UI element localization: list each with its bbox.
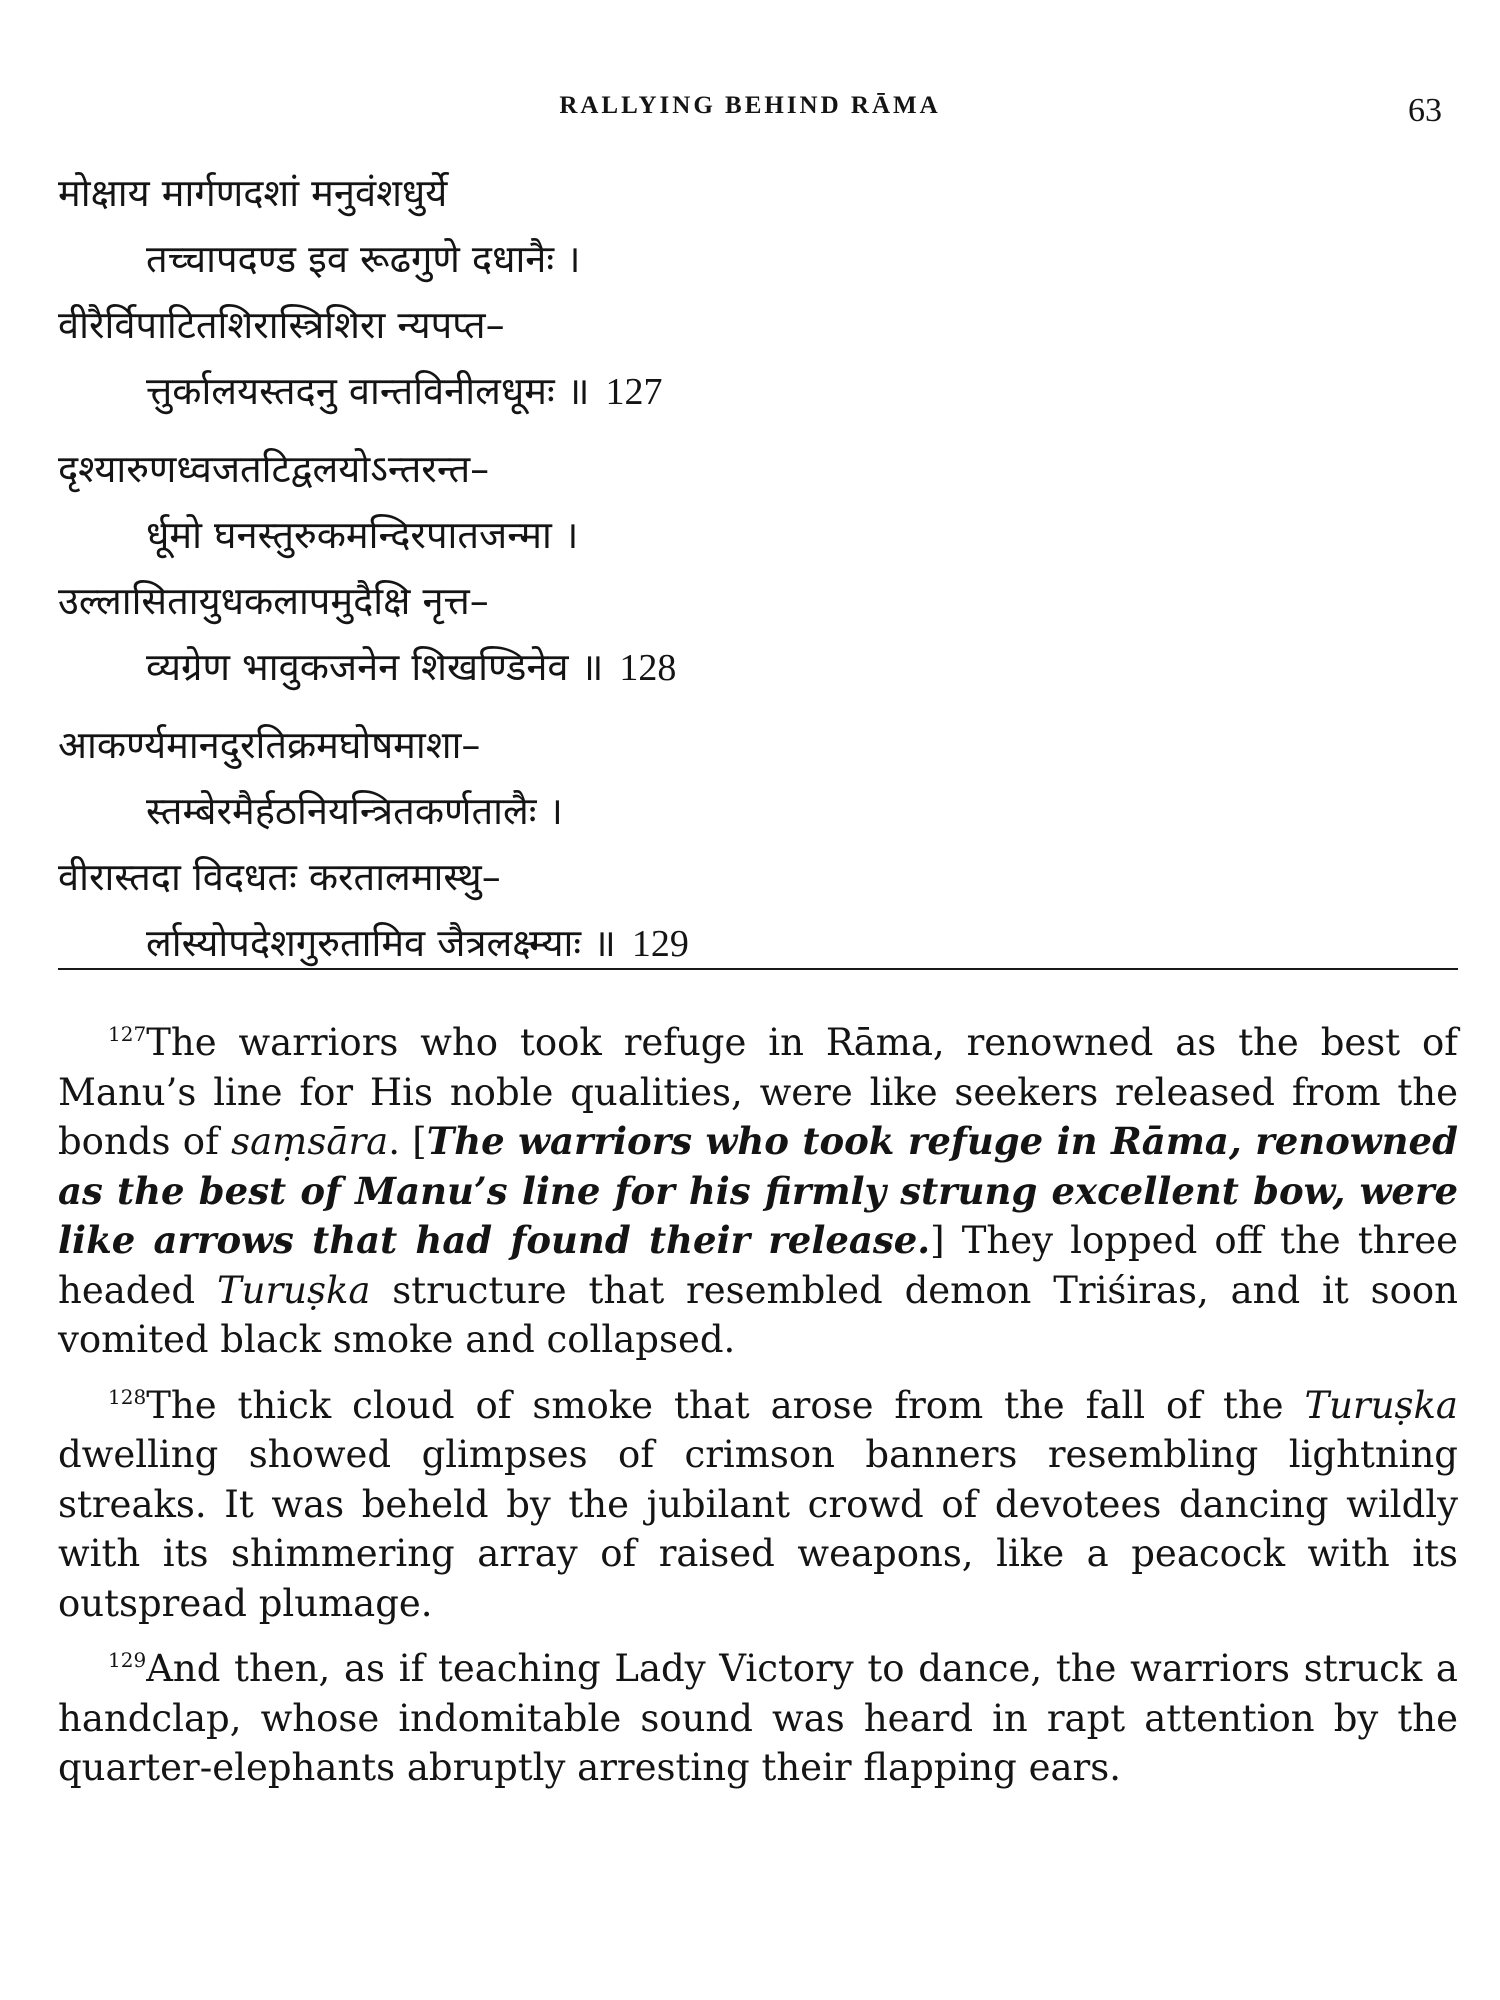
- verse-127: [58, 160, 1458, 424]
- note-129: [58, 1644, 1458, 1793]
- alternate-reading: The warriors who took refuge in Rāma, renowned as the best of Manu’s line for his firmly strung excellent bow, were like arrows that had found their release.: [58, 1119, 1458, 1262]
- verse-line-text: व्यग्रेण भावुकजनेन शिखण्डिनेव ॥: [146, 645, 604, 689]
- page-number: 63: [1408, 92, 1442, 129]
- note-number: 129: [108, 1648, 147, 1672]
- verse-line-last: [58, 358, 1458, 424]
- translation-notes: [58, 1018, 1458, 1809]
- verse-number: 129: [631, 923, 689, 965]
- verse-line-last: [58, 634, 1458, 700]
- verse-line-text: र्लास्योपदेशगुरुतामिव जैत्रलक्ष्म्याः ॥: [146, 921, 616, 965]
- section-divider: [58, 968, 1458, 970]
- italic-term: Turuṣka: [216, 1268, 371, 1312]
- verse-line: वीरैर्विपाटितशिरास्त्रिशिरा न्यपप्त–: [58, 303, 505, 347]
- note-127: [58, 1018, 1458, 1365]
- verse-line: वीरास्तदा विदधतः करतालमास्थु–: [58, 855, 501, 899]
- verse-line: मोक्षाय मार्गणदशां मनुवंशधुर्ये: [58, 171, 448, 215]
- verse-line-text: त्तुर्कालयस्तदनु वान्तविनीलधूमः ॥: [146, 369, 590, 413]
- note-number: 128: [108, 1384, 147, 1409]
- running-head: RALLYING BEHIND RĀMA: [559, 92, 941, 119]
- italic-term: saṃsāra: [231, 1120, 389, 1163]
- verse-number: 127: [605, 371, 663, 413]
- note-text: And then, as if teaching Lady Victory to dance, the warriors struck a handclap, whose indomitable sound was heard in rapt attention by the quarter-elephants abruptly arresting their flapping ears.: [58, 1647, 1458, 1789]
- page-header: [0, 92, 1500, 132]
- note-text: dwelling showed glimpses of crimson banners resembling lightning streaks. It was beheld by the jubilant crowd of devotees dancing wildly with its shimmering array of raised weapons, like a peacock with its outspread plumage.: [58, 1433, 1458, 1625]
- verse-line: र्धूमो घनस्तुरुकमन्दिरपातजन्मा ।: [146, 513, 579, 557]
- note-128: [58, 1381, 1458, 1629]
- verse-line: उल्लासितायुधकलापमुदैक्षि नृत्त–: [58, 579, 489, 623]
- verse-line-last: [58, 910, 1458, 976]
- sanskrit-verses: [58, 160, 1458, 988]
- note-number: 127: [108, 1022, 147, 1046]
- note-text: structure that resembled demon Triśiras, and it soon vomited black smoke and collapsed.: [58, 1268, 1458, 1361]
- note-text: . [: [388, 1120, 427, 1163]
- note-text: ] They lopped off the three headed: [58, 1219, 1458, 1312]
- note-text: The warriors who took refuge in Rāma, renowned as the best of Manu’s line for His noble qualities, were like seekers released from the bonds of: [58, 1021, 1458, 1163]
- verse-line: तच्चापदण्ड इव रूढगुणे दधानैः ।: [146, 237, 581, 281]
- verse-line: स्तम्बेरमैर्हठनियन्त्रितकर्णतालैः ।: [146, 789, 563, 833]
- italic-term: Turuṣka: [1304, 1383, 1458, 1427]
- note-text: The thick cloud of smoke that arose from the fall of the: [146, 1383, 1305, 1427]
- verse-line: दृश्यारुणध्वजतटिद्वलयोऽन्तरन्त–: [58, 447, 490, 491]
- verse-129: [58, 712, 1458, 976]
- verse-line: आकर्ण्यमानदुरतिक्रमघोषमाशा–: [58, 723, 481, 767]
- verse-number: 128: [619, 647, 677, 689]
- verse-128: [58, 436, 1458, 700]
